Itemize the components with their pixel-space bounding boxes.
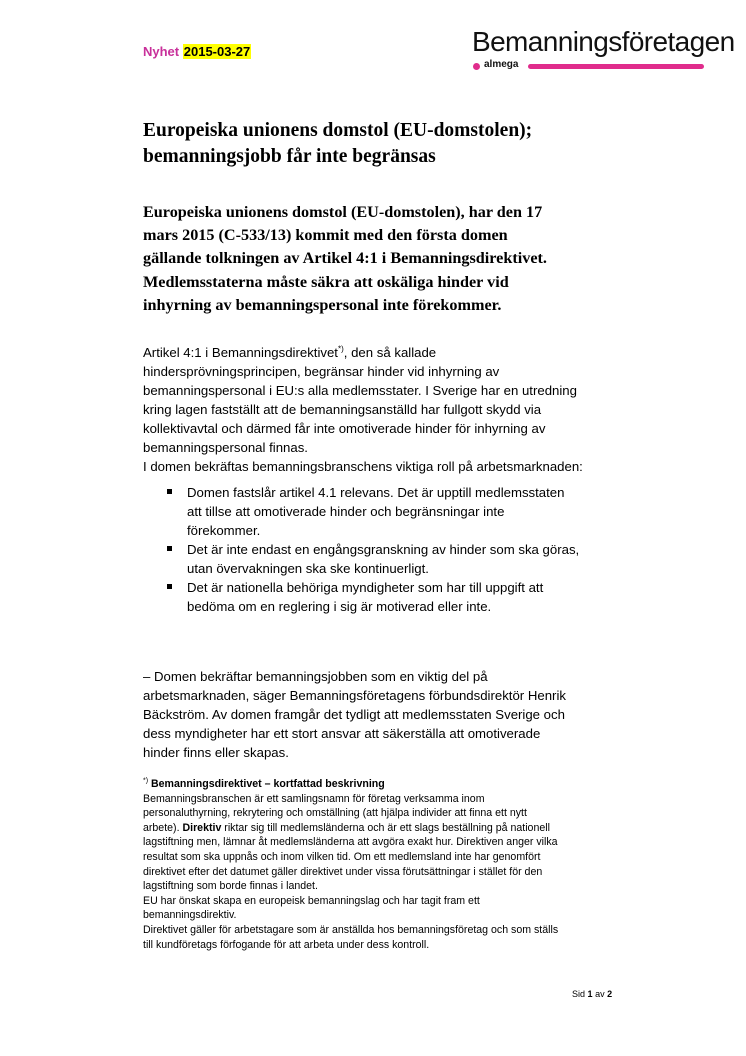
quote-line: – Domen bekräftar bemanningsjobben som en viktig del på xyxy=(143,669,488,684)
footnote-line: resultat som ska uppnås och inom vilken tid. Om ett medlemsland inte har genomfört xyxy=(143,850,541,863)
list-item xyxy=(143,483,623,540)
lead-line: Europeiska unionens domstol (EU-domstolen), har den 17 xyxy=(143,203,543,221)
bullet-line: Det är inte endast en engångsgranskning av hinder som ska göras, xyxy=(187,542,580,557)
intro-line: kollektivavtal och därmed får inte omotiverade hinder för inhyrning av xyxy=(143,421,546,436)
footnote-line: Direktivet gäller för arbetstagare som är anställda hos bemanningsföretag och som ställs xyxy=(143,923,559,936)
footnote-text: riktar sig till medlemsländerna och är ett slags beställning på nationell xyxy=(224,821,550,834)
footnote-line: lagstiftning som borde finnas i landet. xyxy=(143,880,318,893)
footnote-line: bemanningsdirektiv. xyxy=(143,909,237,922)
list-item xyxy=(143,540,623,578)
quote-line: dess myndigheter har ett stort ansvar att säkerställa att omotiverade xyxy=(143,726,541,741)
logo-text: Bemanningsföretagen xyxy=(472,26,735,57)
page-middle: av xyxy=(595,989,605,999)
bullet-square-icon xyxy=(167,546,172,551)
brand-logo xyxy=(470,26,735,74)
bullet-line: att tillse att omotiverade hinder och begränsningar inte xyxy=(187,504,505,519)
intro-text: Artikel 4:1 i Bemanningsdirektivet xyxy=(143,345,338,360)
bullet-line: Det är nationella behöriga myndigheter som har till uppgift att xyxy=(187,580,544,595)
footnote-heading-line xyxy=(143,777,643,792)
footnote-line: personaluthyrning, rekrytering och omställning (att hjälpa individer att finna ett nytt xyxy=(143,807,527,820)
footnote-text: arbete). xyxy=(143,821,180,834)
logo-dot-icon xyxy=(473,63,480,70)
bullet-line: Domen fastslår artikel 4.1 relevans. Det är upptill medlemsstaten xyxy=(187,485,565,500)
list-item xyxy=(143,578,623,616)
bullet-line: bedöma om en reglering i sig är motiverad eller inte. xyxy=(187,599,492,614)
intro-line: bemanningspersonal finnas. xyxy=(143,440,308,455)
lead-line: mars 2015 (C-533/13) kommit med den första domen xyxy=(143,226,508,245)
news-date: 2015-03-27 xyxy=(183,44,251,59)
news-header xyxy=(143,44,251,59)
intro-line: bemanningspersonal i EU:s alla medlemsstater. I Sverige har en utredning xyxy=(143,383,577,398)
footnote-line: Bemanningsbranschen är ett samlingsnamn för företag verksamma inom xyxy=(143,792,485,805)
lead-line: inhyrning av bemanningspersonal inte förekommer. xyxy=(143,295,502,314)
logo-bar-icon xyxy=(528,64,704,69)
intro-first-line xyxy=(143,343,623,362)
bullet-square-icon xyxy=(167,489,172,494)
logo-sub: almega xyxy=(484,59,519,70)
footnote xyxy=(143,777,643,952)
lead-line: gällande tolkningen av Artikel 4:1 i Bemanningsdirektivet. xyxy=(143,249,547,268)
article-title xyxy=(143,118,613,170)
lead-line: Medlemsstaterna måste säkra att oskäliga hinder vid xyxy=(143,272,509,291)
footnote-line xyxy=(143,821,643,836)
bullet-square-icon xyxy=(167,584,172,589)
footnote-term: Direktiv xyxy=(182,821,222,834)
intro-text: , den så kallade xyxy=(343,345,437,360)
news-label: Nyhet xyxy=(143,44,180,59)
page-prefix: Sid xyxy=(572,989,586,999)
article-body xyxy=(143,343,623,616)
page-number xyxy=(572,989,612,999)
footnote-line: lagstiftning men, lämnar åt medlemsländerna att avgöra exakt hur. Direktiven anger vilka xyxy=(143,836,558,849)
quote-line: hinder finns eller skapas. xyxy=(143,745,289,760)
bullet-list xyxy=(143,483,623,616)
page-total: 2 xyxy=(607,989,613,999)
page-current: 1 xyxy=(587,989,593,999)
footnote-marker: *) xyxy=(143,777,149,785)
intro-line: hindersprövningsprincipen, begränsar hinder vid inhyrning av xyxy=(143,364,500,379)
footnote-line: direktivet efter det datumet gäller direktivet under vissa förutsättningar i stället för den xyxy=(143,865,543,878)
quote-line: Bäckström. Av domen framgår det tydligt att medlemsstaten Sverige och xyxy=(143,707,565,722)
quote-paragraph xyxy=(143,667,623,762)
footnote-line: EU har önskat skapa en europeisk bemanningslag och har tagit fram ett xyxy=(143,894,480,907)
article-lead xyxy=(143,201,623,317)
intro-line: kring lagen fastställt att de bemanningsanställd har fullgott skydd via xyxy=(143,402,542,417)
confirm-line: I domen bekräftas bemanningsbranschens viktiga roll på arbetsmarknaden: xyxy=(143,459,583,474)
title-line: bemanningsjobb får inte begränsas xyxy=(143,146,436,167)
footnote-ref: *) xyxy=(337,344,344,354)
quote-line: arbetsmarknaden, säger Bemanningsföretagens förbundsdirektör Henrik xyxy=(143,688,566,703)
title-line: Europeiska unionens domstol (EU-domstolen); xyxy=(143,120,533,141)
bullet-line: förekommer. xyxy=(187,523,261,538)
footnote-heading: Bemanningsdirektivet – kortfattad beskrivning xyxy=(151,778,385,790)
bullet-line: utan övervakningen ska ske kontinuerligt. xyxy=(187,561,429,576)
footnote-line: till kundföretags förfogande för att arbeta under dess kontroll. xyxy=(143,938,430,951)
